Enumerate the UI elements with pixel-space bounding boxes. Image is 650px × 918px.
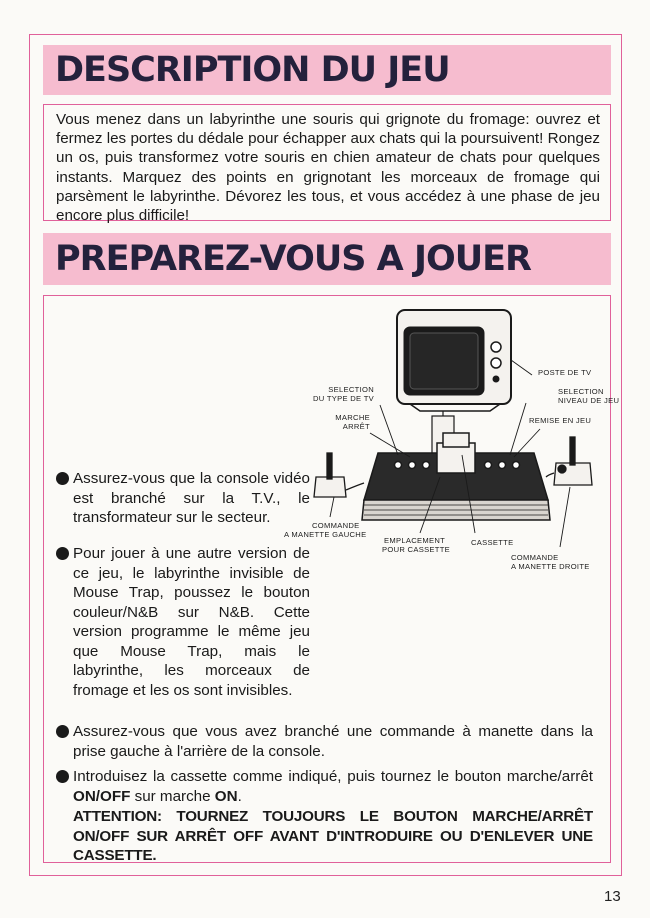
game-description-text: Vous menez dans un labyrinthe une souris qui grignote du fromage: ouvrez et fermez les portes du dédale pour échapper aux chats qui la poursuivent! Rongez un os, puis transformez votre souris en chien amateur de chats pour quelques instants. Marquez des points en grignotant les morceaux de fromage qui parsèment le labyrinthe. Dévorez les tous, et vous accédez à une phase de jeu encore plus difficile! [43,104,611,221]
attention-warning: ATTENTION: TOURNEZ TOUJOURS LE BOUTON MARCHE/ARRÊT ON/OFF SUR ARRÊT OFF AVANT D'INTRODUIRE OU D'ENLEVER UNE CASSETTE. [73,808,593,864]
bullet-text: Assurez-vous que vous avez branché une commande à manette dans la prise gauche à l'arrière de la console. [73,723,593,760]
console-setup-illustration [284,305,620,585]
label-power-2: ARRÊT [342,422,370,431]
bullet-text [73,768,593,805]
label-tv-type-1: SELECTION [328,385,374,394]
label-tv: POSTE DE TV [538,368,592,377]
bullet-text-end: . [237,787,242,805]
label-right-controller-2: A MANETTE DROITE [511,562,590,571]
bullet-dot-icon [56,472,69,485]
label-reset: REMISE EN JEU [529,416,592,425]
on-term: ON [214,787,238,805]
bullet-item [73,469,310,528]
on-off-term: ON/OFF [73,787,131,805]
bullet-item [73,722,593,761]
console-setup-drawing [300,305,610,585]
label-power-1: MARCHE [335,413,370,422]
label-tv-type-2: DU TYPE DE TV [312,394,374,403]
bullet-text: Assurez-vous que la console vidéo est branché sur la T.V., le transformateur sur le secteur. [73,470,310,526]
left-joystick-icon [314,453,364,497]
bullet-dot-icon [56,725,69,738]
bullet-text-mid: sur marche [130,787,215,805]
console-icon [362,433,550,520]
label-level-1: SELECTION [558,387,604,396]
bullet-text-start: Introduisez la cassette comme indiqué, puis tournez le bouton marche/arrêt [73,768,593,785]
label-left-controller-1: COMMANDE [312,521,360,530]
label-left-controller-2: A MANETTE GAUCHE [284,530,367,539]
label-level-2: NIVEAU DE JEU [558,396,620,405]
bullet-item [73,544,310,700]
section-heading-prepare: PREPAREZ-VOUS A JOUER [43,233,611,285]
bullet-dot-icon [56,770,69,783]
label-right-controller-1: COMMANDE [511,553,559,562]
section-heading-description: DESCRIPTION DU JEU [43,45,611,95]
bullet-item [73,767,593,866]
label-cartridge: CASSETTE [471,538,514,547]
page-number: 13 [604,888,621,905]
bullet-dot-icon [56,547,69,560]
tv-icon [397,310,511,411]
right-joystick-icon [546,437,592,485]
bullet-text: Pour jouer à une autre version de ce jeu, le labyrinthe invisible de Mouse Trap, poussez le bouton couleur/N&B sur N&B. Cette version programme le même jeu que Mouse Trap, mais le labyrinthe, les morceaux de fromage et les os sont invisibles. [73,545,310,699]
label-slot-1: EMPLACEMENT [384,536,446,545]
label-slot-2: POUR CASSETTE [382,545,451,554]
